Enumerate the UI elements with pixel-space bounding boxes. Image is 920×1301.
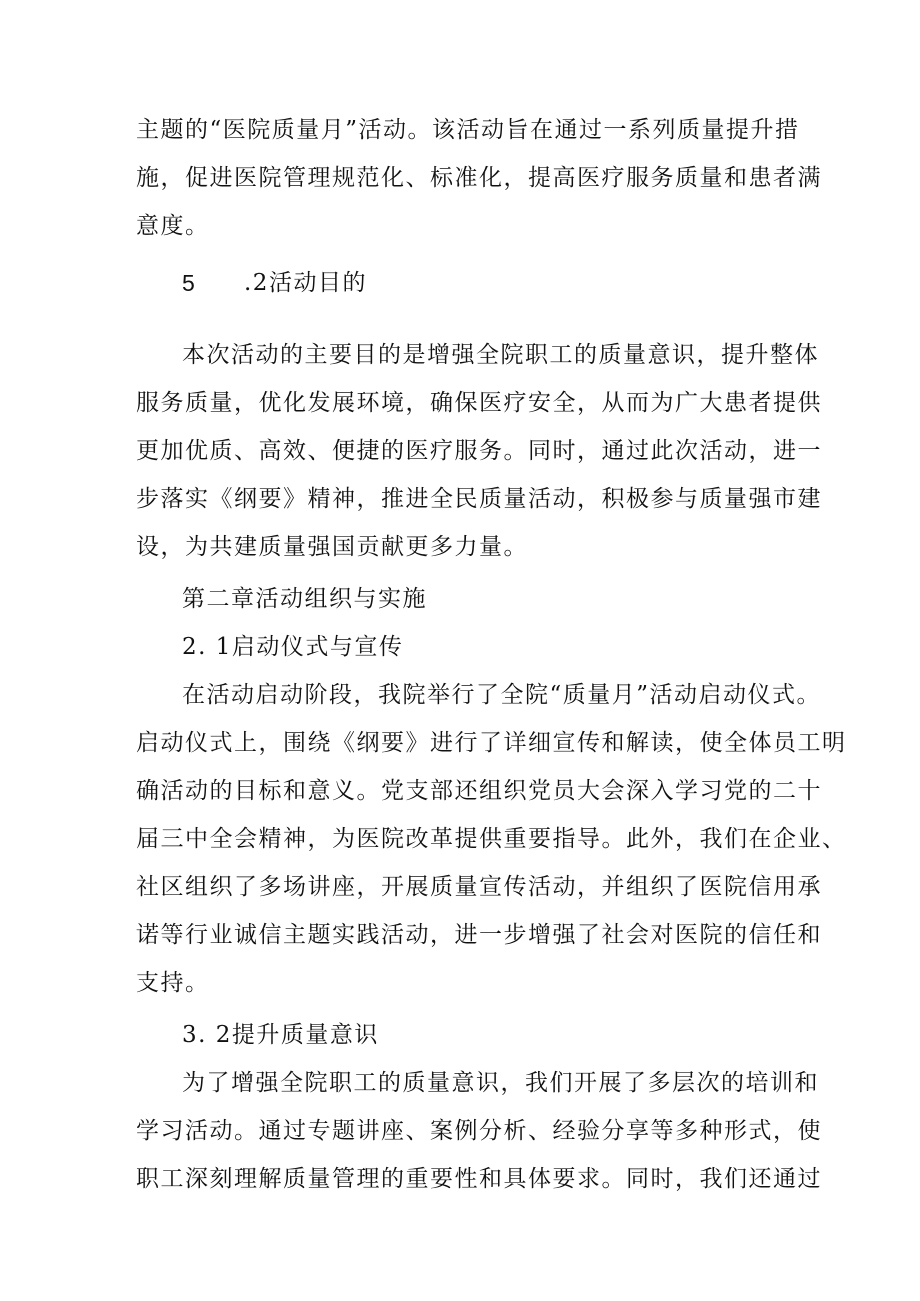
section-number: 5 <box>182 270 197 296</box>
section-heading: 2. 1启动仪式与宣传 <box>182 634 404 660</box>
paragraph-line: 确活动的目标和意义。党支部还组织党员大会深入学习党的二十 <box>136 778 822 804</box>
section-heading: .2活动目的 <box>244 270 367 296</box>
paragraph-line: 更加优质、高效、便捷的医疗服务。同时，通过此次活动，进一 <box>136 438 822 464</box>
paragraph-line: 施，促进医院管理规范化、标准化，提高医疗服务质量和患者满 <box>136 165 822 191</box>
paragraph-line: 届三中全会精神，为医院改革提供重要指导。此外，我们在企业、 <box>136 826 847 852</box>
paragraph-line: 社区组织了多场讲座，开展质量宣传活动，并组织了医院信用承 <box>136 874 822 900</box>
paragraph-line: 职工深刻理解质量管理的重要性和具体要求。同时，我们还通过 <box>136 1166 822 1192</box>
paragraph-line: 支持。 <box>136 970 210 996</box>
paragraph-line: 启动仪式上，围绕《纲要》进行了详细宣传和解读，使全体员工明 <box>136 730 847 756</box>
paragraph-line: 意度。 <box>136 213 210 239</box>
paragraph-line: 学习活动。通过专题讲座、案例分析、经验分享等多种形式，使 <box>136 1118 822 1144</box>
paragraph-line: 本次活动的主要目的是增强全院职工的质量意识，提升整体 <box>182 342 819 368</box>
paragraph-line: 在活动启动阶段，我院举行了全院“质量月”活动启动仪式。 <box>182 682 822 708</box>
paragraph-line: 步落实《纲要》精神，推进全民质量活动，积极参与质量强市建 <box>136 486 822 512</box>
paragraph-line: 诺等行业诚信主题实践活动，进一步增强了社会对医院的信任和 <box>136 922 822 948</box>
paragraph-line: 主题的“医院质量月”活动。该活动旨在通过一系列质量提升措 <box>136 117 800 143</box>
paragraph-line: 服务质量，优化发展环境，确保医疗安全，从而为广大患者提供 <box>136 390 822 416</box>
paragraph-line: 设，为共建质量强国贡献更多力量。 <box>136 534 528 560</box>
paragraph-line: 为了增强全院职工的质量意识，我们开展了多层次的培训和 <box>182 1070 819 1096</box>
chapter-title: 第二章活动组织与实施 <box>182 586 427 612</box>
section-heading: 3. 2提升质量意识 <box>182 1022 379 1048</box>
